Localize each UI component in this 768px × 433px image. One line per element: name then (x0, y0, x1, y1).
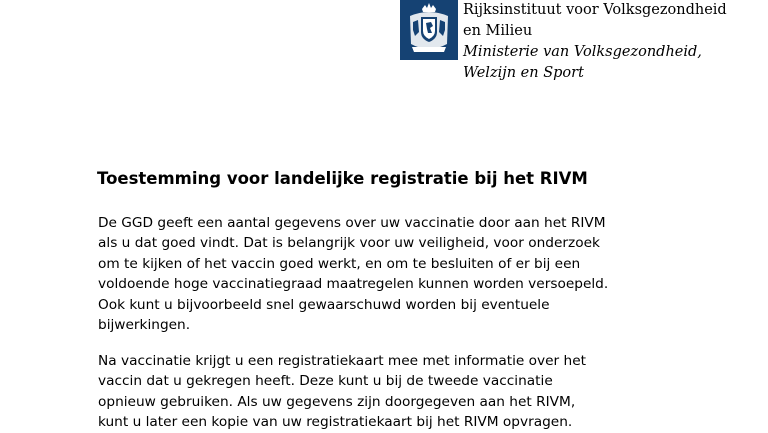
paragraph-line: Na vaccinatie krijgt u een registratiekaart mee met informatie over het (98, 353, 586, 369)
government-logo (400, 0, 458, 60)
paragraph-line: kunt u later een kopie van uw registratiekaart bij het RIVM opvragen. (98, 414, 573, 431)
letterhead (400, 0, 768, 90)
paragraph-line: opnieuw gebruiken. Als uw gegevens zijn doorgegeven aan het RIVM, (98, 393, 576, 410)
paragraph-line: vaccin dat u gekregen heeft. Deze kunt u bij de tweede vaccinatie (98, 373, 553, 390)
org-name-line: en Milieu (463, 23, 533, 39)
org-name-line: Rijksinstituut voor Volksgezondheid (463, 2, 727, 18)
organization-name (463, 0, 768, 84)
paragraph-line: Ook kunt u bijvoorbeeld snel gewaarschuwd worden bij eventuele (98, 296, 550, 313)
document-title: Toestemming voor landelijke registratie bij het RIVM (97, 169, 588, 188)
ministry-name-line: Welzijn en Sport (463, 65, 584, 81)
paragraph-line: om te kijken of het vaccin goed werkt, en om te besluiten of er bij een (98, 255, 581, 272)
ministry-name-line: Ministerie van Volksgezondheid, (463, 44, 702, 60)
paragraph-line: De GGD geeft een aantal gegevens over uw vaccinatie door aan het RIVM (98, 215, 606, 231)
paragraph-line: voldoende hoge vaccinatiegraad maatregelen kunnen worden versoepeld. (98, 276, 609, 293)
paragraph-line: als u dat goed vindt. Dat is belangrijk voor uw veiligheid, voor onderzoek (98, 235, 600, 252)
body-paragraph (98, 213, 698, 335)
dutch-government-coat-of-arms-icon (400, 0, 458, 60)
body-paragraph (98, 351, 698, 433)
paragraph-line: bijwerkingen. (98, 317, 191, 334)
